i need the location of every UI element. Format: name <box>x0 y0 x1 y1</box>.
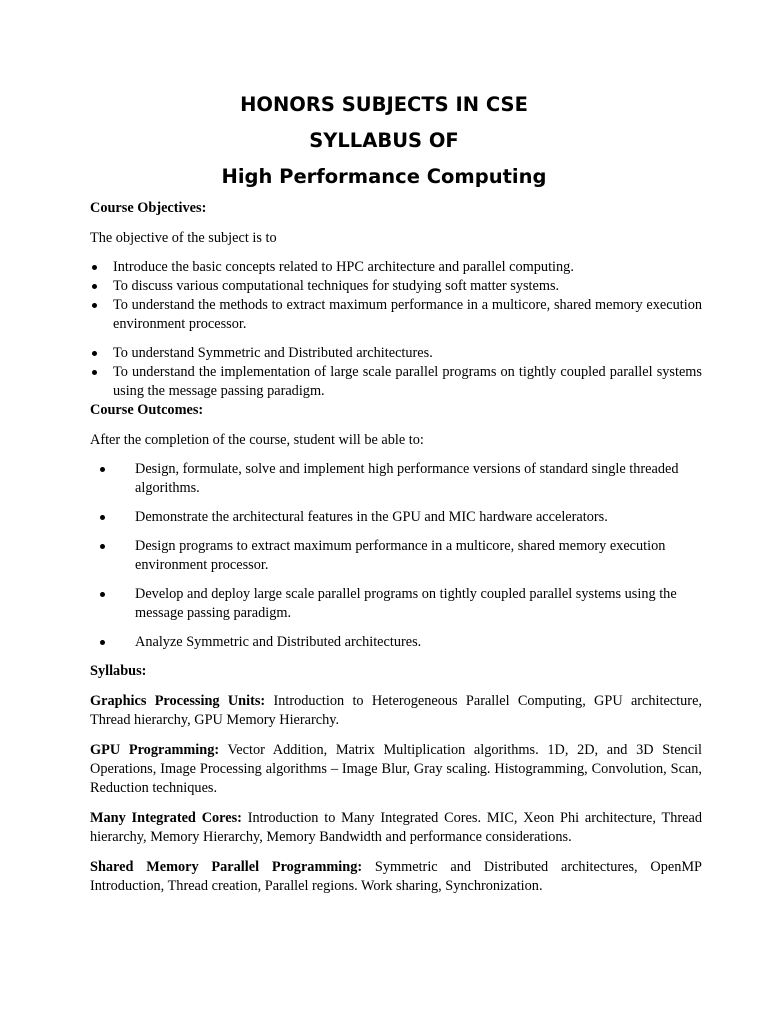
outcome-item: Demonstrate the architectural features in the GPU and MIC hardware accelerators. <box>90 508 702 527</box>
outcome-item: Develop and deploy large scale parallel programs on tightly coupled parallel systems using the message passing paradigm. <box>90 585 702 623</box>
unit-title: Graphics Processing Units: <box>90 693 266 709</box>
objective-item: To understand Symmetric and Distributed architectures. <box>90 344 702 363</box>
objectives-intro: The objective of the subject is to <box>90 230 277 246</box>
outcomes-heading: Course Outcomes: <box>90 402 204 418</box>
unit-text: Introduction to Heterogeneous Parallel Computing, GPU architecture, Thread hierarchy, GPU Memory Hierarchy. <box>90 693 702 728</box>
objective-item: To understand the methods to extract maximum performance in a multicore, shared memory execution environment processor. <box>90 296 702 334</box>
unit-text: Introduction to Many Integrated Cores. MIC, Xeon Phi architecture, Thread hierarchy, Memory Hierarchy, Memory Bandwidth and performance considerations. <box>90 810 702 845</box>
title-block <box>0 89 768 197</box>
unit-text: Vector Addition, Matrix Multiplication algorithms. 1D, 2D, and 3D Stencil Operations, Image Processing algorithms – Image Blur, Gray scaling. Histogramming, Convolution, Scan, Reduction techniques. <box>90 742 702 796</box>
outcome-item: Design programs to extract maximum performance in a multicore, shared memory execution environment processor. <box>90 537 702 575</box>
syllabus-unit-mic <box>90 809 702 847</box>
unit-title: Shared Memory Parallel Programming: <box>90 859 363 875</box>
title-honors: HONORS SUBJECTS IN CSE <box>240 93 528 116</box>
unit-title: Many Integrated Cores: <box>90 810 242 826</box>
document-body <box>90 199 702 896</box>
outcome-item: Design, formulate, solve and implement high performance versions of standard single threaded algorithms. <box>90 460 702 498</box>
outcome-item: Analyze Symmetric and Distributed architectures. <box>90 633 702 652</box>
syllabus-heading: Syllabus: <box>90 663 147 679</box>
outcomes-intro: After the completion of the course, student will be able to: <box>90 432 424 448</box>
objectives-list <box>90 258 702 401</box>
outcomes-list <box>90 460 702 652</box>
title-syllabus: SYLLABUS OF <box>309 129 459 152</box>
syllabus-unit-shared-memory <box>90 858 702 896</box>
syllabus-unit-gpu <box>90 692 702 730</box>
syllabus-unit-gpu-programming <box>90 741 702 798</box>
objective-item: Introduce the basic concepts related to HPC architecture and parallel computing. <box>90 258 702 277</box>
unit-title: GPU Programming: <box>90 742 220 758</box>
unit-text: Symmetric and Distributed architectures, OpenMP Introduction, Thread creation, Parallel regions. Work sharing, Synchronization. <box>90 859 703 894</box>
objective-item: To understand the implementation of large scale parallel programs on tightly coupled parallel systems using the message passing paradigm. <box>90 363 702 401</box>
objectives-heading: Course Objectives: <box>90 200 207 216</box>
objective-item: To discuss various computational techniques for studying soft matter systems. <box>90 277 702 296</box>
title-subject: High Performance Computing <box>221 165 547 188</box>
